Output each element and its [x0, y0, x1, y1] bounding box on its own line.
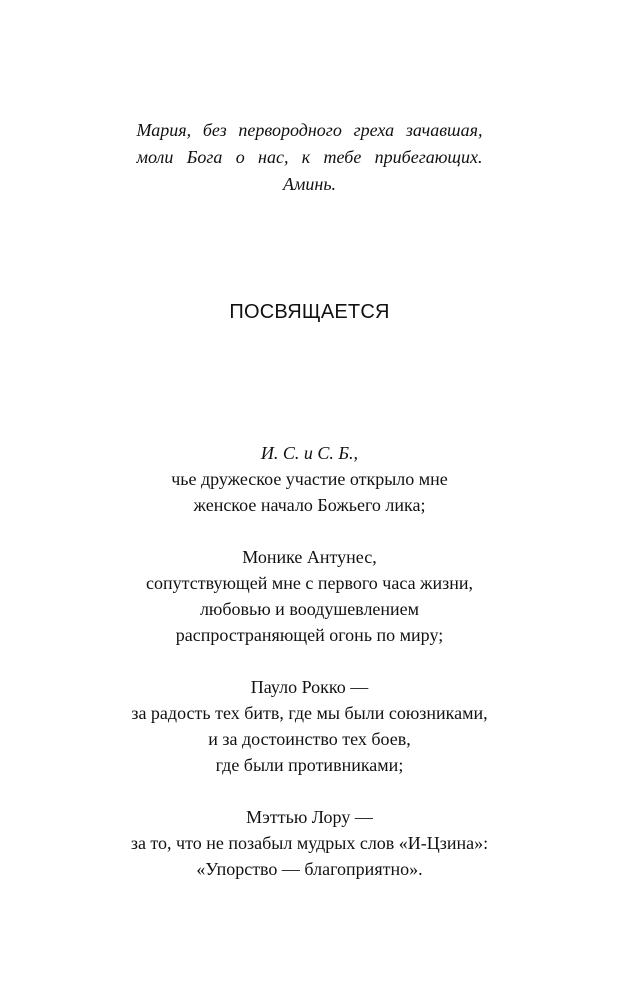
dedication-line: распространяющей огонь по миру; [175, 625, 444, 645]
dedication-name: И. С. и С. Б., [260, 443, 359, 463]
dedication-item [0, 544, 619, 648]
dedication-line: «Упорство — благоприятно». [196, 859, 423, 879]
epigraph-amen: Аминь. [282, 174, 337, 194]
dedication-name: Мэттью Лору — [246, 807, 373, 827]
dedication-line: сопутствующей мне с первого часа жизни, [146, 573, 473, 593]
epigraph-line [0, 117, 619, 144]
dedication-item [0, 674, 619, 778]
dedication-line: любовью и воодушевлением [199, 599, 420, 619]
dedication-line: чье дружеское участие открыло мне [171, 469, 448, 489]
epigraph-line-text: моли Бога о нас, к тебе прибегающих. [136, 147, 483, 167]
dedication-line: где были противниками; [215, 755, 404, 775]
epigraph [0, 117, 619, 198]
dedication-name: Пауло Рокко — [250, 677, 369, 697]
epigraph-line [0, 144, 619, 171]
dedication-line: и за достоинство тех боев, [208, 729, 411, 749]
dedication-heading: ПОСВЯЩАЕТСЯ [229, 301, 390, 323]
dedication-item [0, 804, 619, 882]
dedication-line: женское начало Божьего лика; [193, 495, 426, 515]
dedication-name: Монике Антунес, [242, 547, 377, 567]
epigraph-line-text: Мария, без первородного греха зачавшая, [136, 120, 483, 140]
dedications-list [0, 440, 619, 908]
dedication-line: за радость тех битв, где мы были союзниками, [131, 703, 488, 723]
dedication-line: за то, что не позабыл мудрых слов «И-Цзина»: [130, 833, 489, 853]
dedication-item [0, 440, 619, 518]
